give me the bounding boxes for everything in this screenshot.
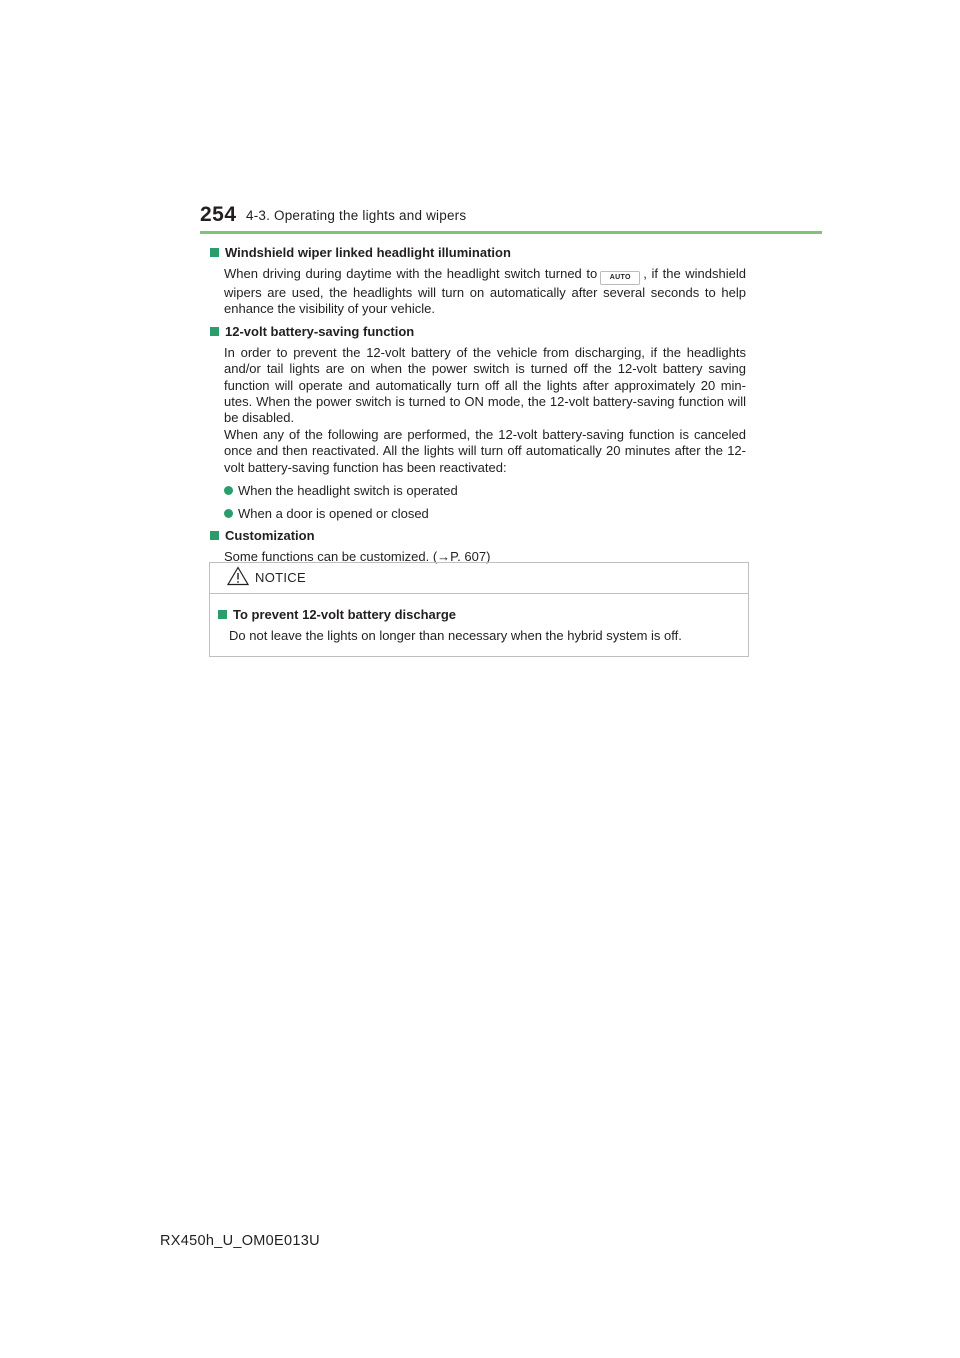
page-number: 254 <box>200 203 237 226</box>
section-heading: 12-volt battery-saving function <box>210 323 746 341</box>
list-item: When a door is opened or closed <box>224 506 746 522</box>
circle-bullet-icon <box>224 486 233 495</box>
notice-label: NOTICE <box>255 570 306 585</box>
square-bullet-icon <box>210 531 219 540</box>
section-heading: Customization <box>210 527 746 545</box>
main-content <box>210 244 746 570</box>
section-wiper-linked <box>210 244 746 318</box>
notice-heading: To prevent 12-volt battery discharge <box>218 606 738 624</box>
notice-body <box>218 606 738 644</box>
section-paragraph: In order to prevent the 12-volt battery of the vehicle from discharging, if the headlights and/or tail lights are on when the power switch is turned off the 12-volt battery saving function will operate and automatically turn off all the lights after approximately 20 min-utes. When the power switch is turned to ON mode, the 12-volt battery-saving function will be disabled. When any of the following are performed, the 12-volt battery-saving function is canceled once and then reactivated. All the lights will turn off automatically 20 minutes after the 12-volt battery-saving function has been reactivated: <box>224 344 746 475</box>
section-heading: Windshield wiper linked headlight illumination <box>210 244 746 262</box>
section-battery-saving <box>210 323 746 522</box>
doc-code: RX450h_U_OM0E013U <box>160 1233 320 1249</box>
circle-bullet-icon <box>224 509 233 518</box>
page-header <box>200 203 822 235</box>
notice-header <box>210 563 748 594</box>
header-rule <box>200 231 822 234</box>
section-paragraph: When driving during daytime with the headlight switch turned to AUTO , if the windshield wipers are used, the headlights will turn on automatically after several seconds to help enhance the visibility of your vehicle. <box>224 266 746 317</box>
square-bullet-icon <box>210 327 219 336</box>
square-bullet-icon <box>218 610 227 619</box>
section-customization <box>210 527 746 565</box>
square-bullet-icon <box>210 248 219 257</box>
notice-text: Do not leave the lights on longer than necessary when the hybrid system is off. <box>229 628 682 643</box>
list-item: When the headlight switch is operated <box>224 483 746 499</box>
warning-triangle-icon <box>227 566 249 586</box>
auto-switch-icon: AUTO <box>600 271 640 285</box>
section-title: 4-3. Operating the lights and wipers <box>246 208 467 223</box>
section-paragraph: Some functions can be customized. (→P. 607) <box>224 549 491 565</box>
notice-box <box>209 562 749 657</box>
